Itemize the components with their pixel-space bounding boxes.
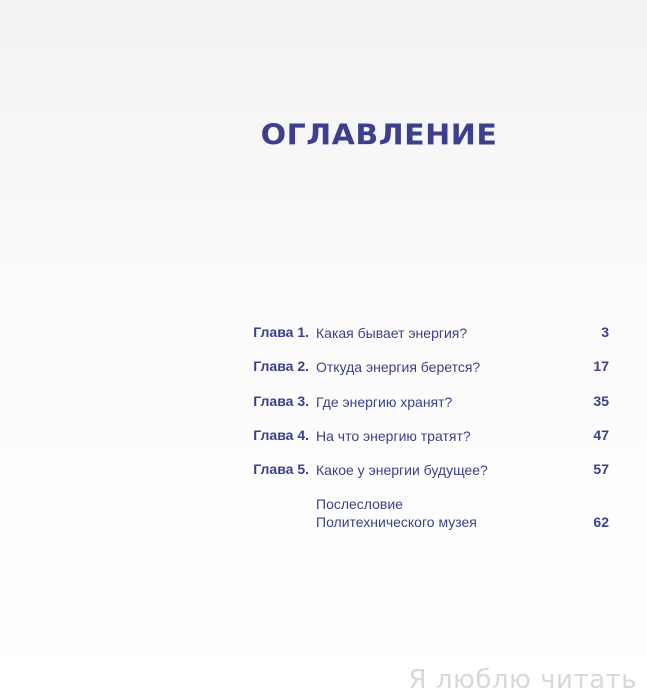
chapter-number: Глава 1. xyxy=(253,324,309,340)
toc-entry-3[interactable] xyxy=(0,393,647,417)
chapter-title: Какая бывает энергия? xyxy=(316,325,468,341)
chapter-number: Глава 2. xyxy=(253,358,309,374)
page-title: ОГЛАВЛЕНИЕ xyxy=(260,118,498,153)
watermark: Я люблю читать xyxy=(408,665,637,695)
afterword-title-line-1: Послесловие xyxy=(316,496,403,512)
chapter-title: Где энергию хранят? xyxy=(316,394,453,410)
chapter-number: Глава 4. xyxy=(253,427,309,443)
toc-entry-1[interactable] xyxy=(0,324,647,348)
chapter-title: Какое у энергии будущее? xyxy=(316,462,488,478)
afterword-title-line-2: Политехнического музея xyxy=(316,514,477,530)
toc-entry-afterword[interactable] xyxy=(0,495,647,535)
toc-entry-5[interactable] xyxy=(0,461,647,485)
page-number: 57 xyxy=(593,461,609,477)
toc-entry-4[interactable] xyxy=(0,427,647,451)
chapter-number: Глава 5. xyxy=(253,461,309,477)
page-number: 17 xyxy=(593,358,609,374)
page-number: 35 xyxy=(593,393,609,409)
chapter-number: Глава 3. xyxy=(253,393,309,409)
page-number: 47 xyxy=(593,427,609,443)
chapter-title: Откуда энергия берется? xyxy=(316,359,481,375)
page-number: 3 xyxy=(601,324,609,340)
page-number: 62 xyxy=(593,514,609,530)
chapter-title: На что энергию тратят? xyxy=(316,428,471,444)
toc-entry-2[interactable] xyxy=(0,358,647,382)
